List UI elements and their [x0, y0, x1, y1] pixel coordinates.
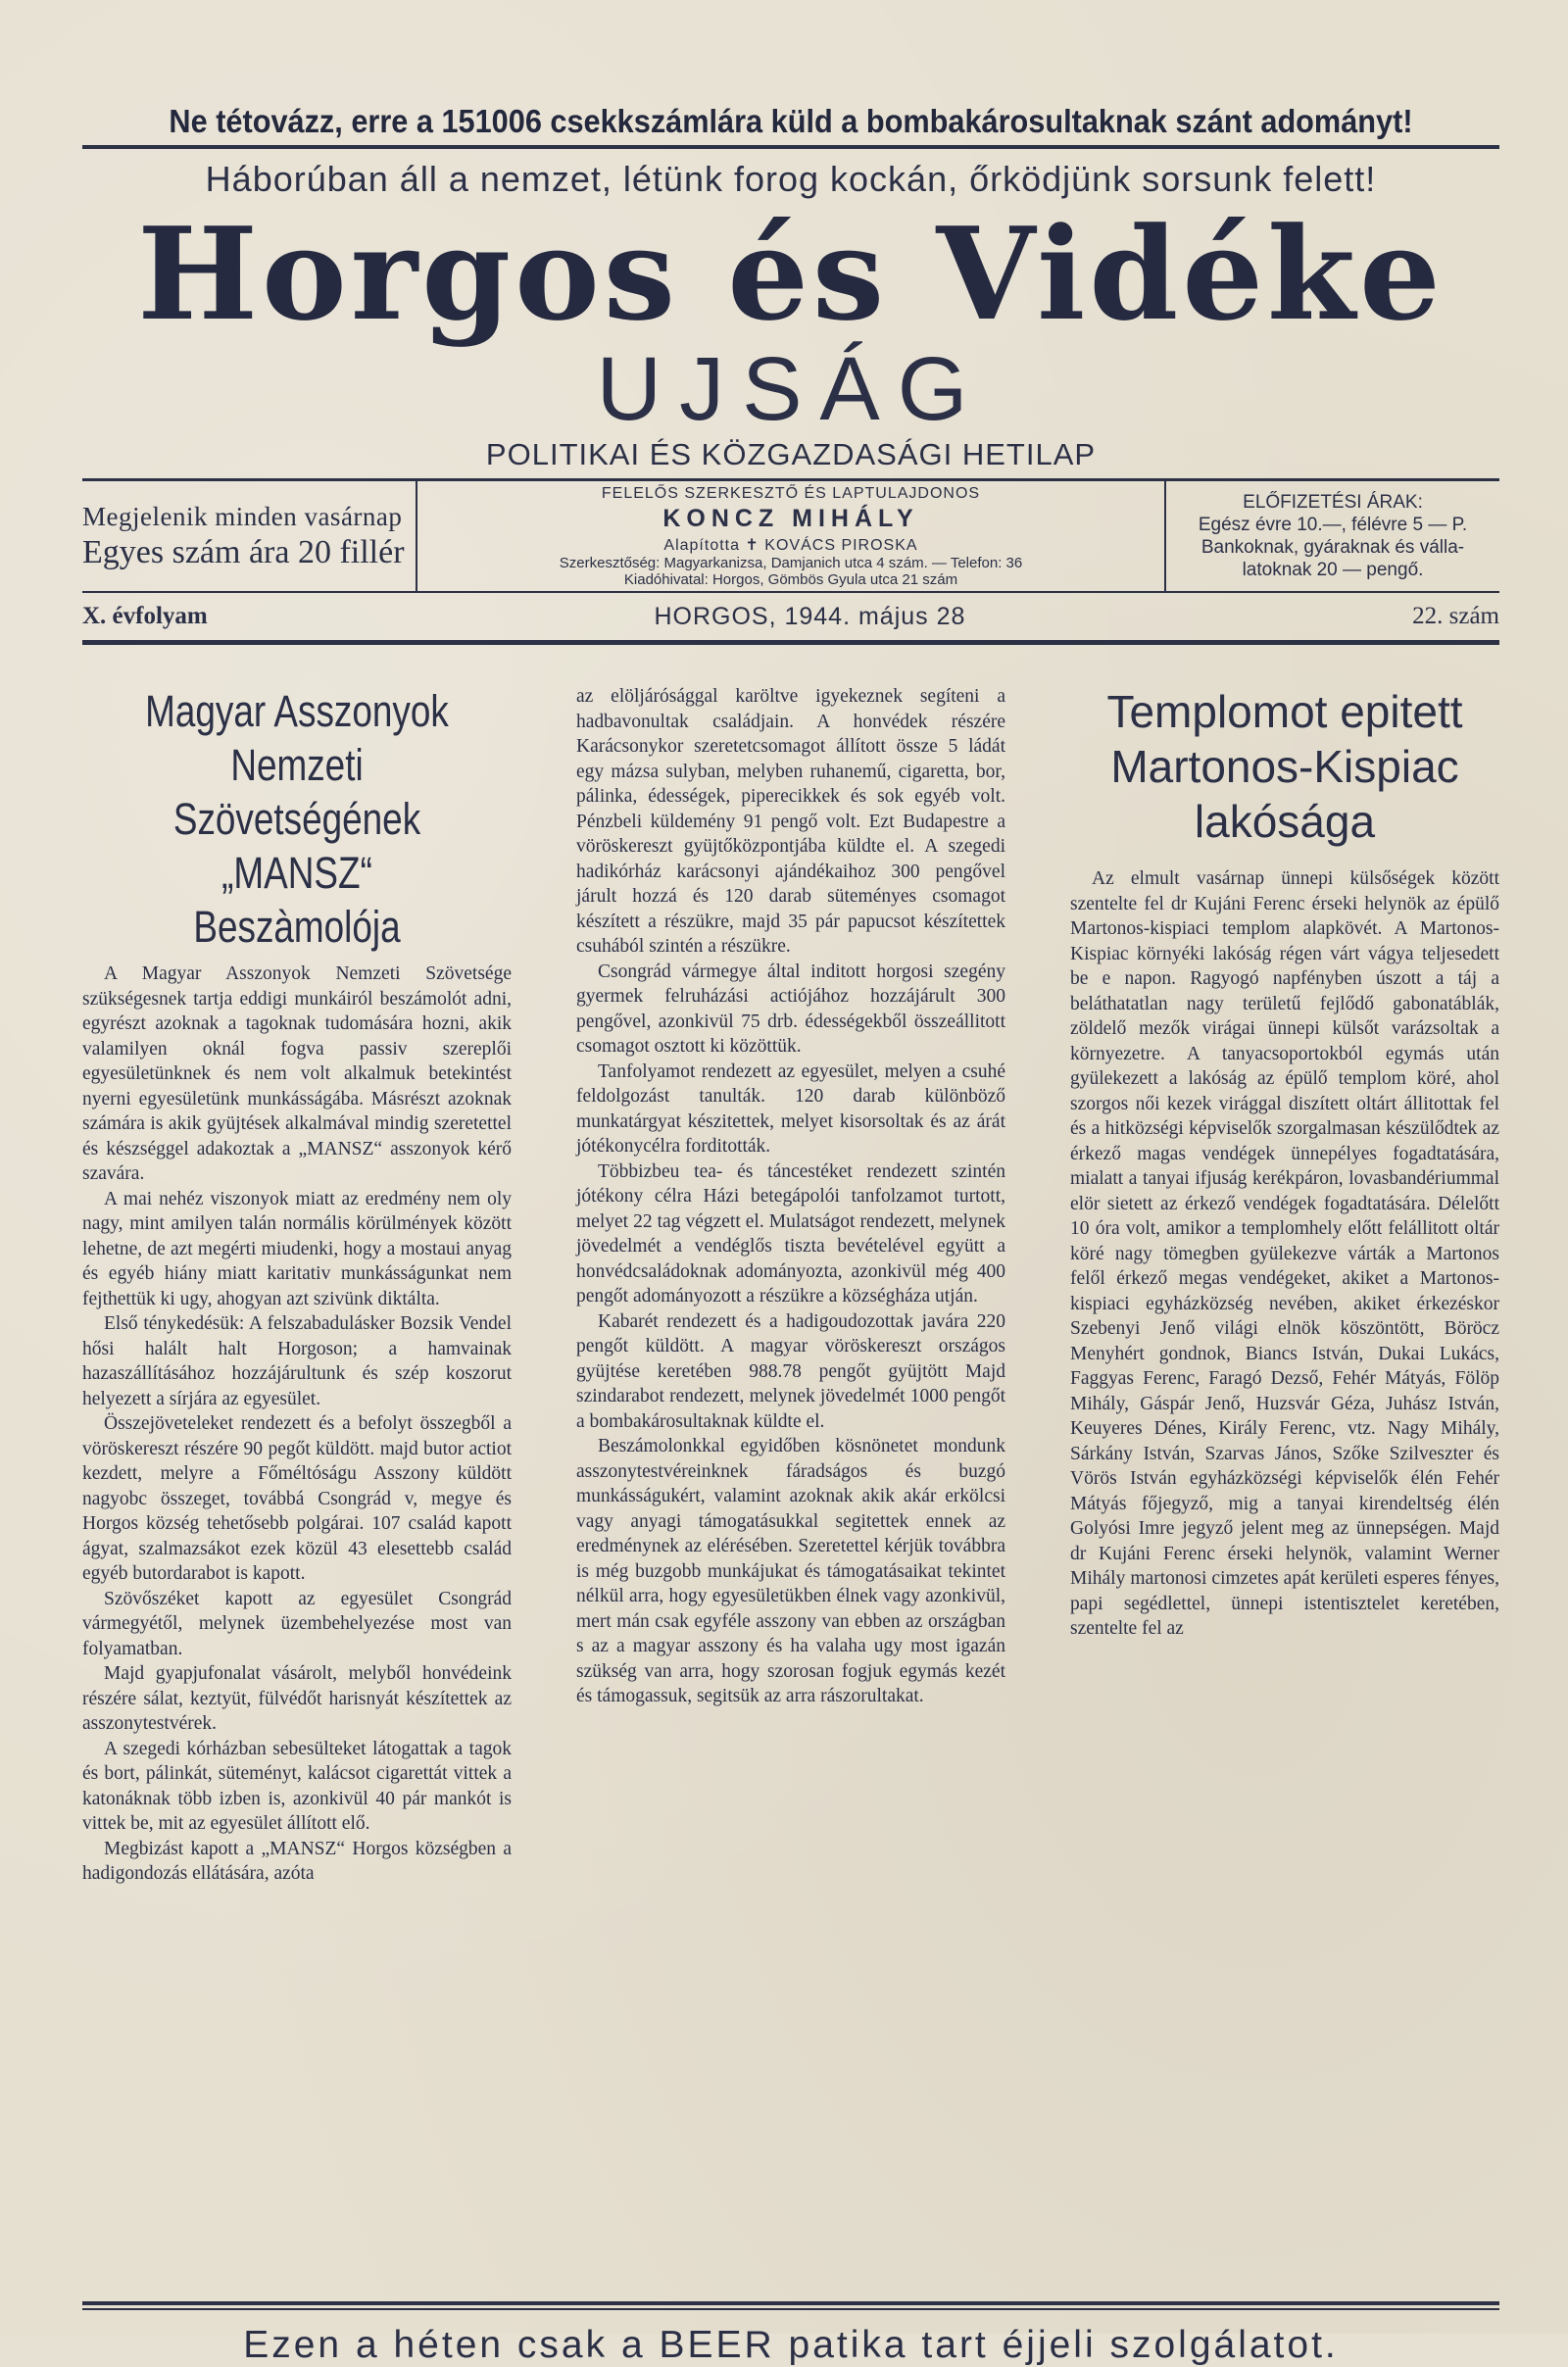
- subscription-line: Bankoknak, gyáraknak és válla-: [1200, 537, 1465, 558]
- footer-rule: [82, 2301, 1499, 2305]
- info-bar: [82, 478, 1499, 593]
- article-paragraph: Megbizást kapott a „MANSZ“ Horgos községben a hadigondozás ellátására, azóta: [82, 1838, 512, 1884]
- founder: Alapította ✝ KOVÁCS PIROSKA: [663, 536, 918, 554]
- article-paragraph: Tanfolyamot rendezett az egyesület, melyen a csuhé feldolgozást tanulták. 120 darab különböző munkatárgyat készitettek, melyet kisorsoltak és az árát jótékonycélra forditották.: [576, 1060, 1005, 1157]
- publication-info: [82, 481, 417, 591]
- issue-number: 22. szám: [1412, 603, 1499, 629]
- article-title: Templomot epitett Martonos-Kispiac lakósága: [1106, 686, 1463, 847]
- article-paragraph: Csongrád vármegye által inditott horgosi szegény gyermek felruházási actiójához hozzájárult 300 pengővel, azonkivül 75 drb. édességekből összeállitott csomagot osztott ki közöttük.: [576, 961, 1005, 1057]
- article-mansz: [82, 684, 512, 2292]
- article-paragraph: A Magyar Asszonyok Nemzeti Szövetsége szükségesnek tartja eddigi munkáiról beszámolót adni, egyrészt azoknak a tagoknak tudomására hozni, akik valamilyen oknál fogva passiv szereplői egyesületünknek és nem volt alkalmuk betekintést nyerni egyesületünk munkásságába. Másrészt azoknak számára is akik gyüjtések alkalmával mindig szeretettel és készséggel adakoztak a „MANSZ“ asszonyok kérő szavára.: [82, 963, 512, 1184]
- article-paragraph: A szegedi kórházban sebesülteket látogattak a tagok és bort, pálinkát, süteményt, kalácsot cigarettát vittek a katonáknak több izben is, azonkivül 40 pár mankót is vittek be, mit az egyesület állított elő.: [82, 1738, 512, 1834]
- article-paragraph: A mai nehéz viszonyok miatt az eredmény nem oly nagy, mint amilyen talán normális körülmények között lehetne, de azt megérti miudenki, hogy a mostaui anyag és egyéb hiány miatt karitativ munkásságunkat nem fejthettük ki ugy, ahogyan azt szivünk diktálta.: [82, 1188, 512, 1309]
- editorial-office: Szerkesztőség: Magyarkanizsa, Damjanich utca 4 szám. — Telefon: 36: [559, 554, 1023, 571]
- publication-frequency: Megjelenik minden vasárnap: [82, 501, 403, 531]
- subscription-line: Egész évre 10.—, félévre 5 — P.: [1198, 515, 1468, 535]
- article-mansz-continued: [576, 684, 1005, 2292]
- publisher-office: Kiadóhivatal: Horgos, Gömbös Gyula utca 21 szám: [623, 570, 958, 588]
- article-title: Magyar Asszonyok Nemzeti Szövetségének „MANSZ“ Beszàmolója: [145, 686, 449, 952]
- editor-role: FELELŐS SZERKESZTŐ ÉS LAPTULAJDONOS: [601, 484, 981, 502]
- article-paragraph: Szövőszéket kapott az egyesület Csongrád vármegyétől, melynek üzembehelyezése most van folyamatban.: [82, 1588, 512, 1659]
- issue-volume: X. évfolyam: [82, 603, 208, 629]
- issue-row: [82, 593, 1499, 645]
- issue-date: HORGOS, 1944. május 28: [654, 602, 966, 630]
- editor-info: [417, 481, 1166, 591]
- masthead-subhead: UJSÁG: [596, 339, 986, 439]
- subscription-heading: ELŐFIZETÉSI ÁRAK:: [1243, 492, 1423, 513]
- subscription-prices: [1166, 481, 1499, 591]
- article-church: [1070, 684, 1499, 2292]
- subscription-line: latoknak 20 — pengő.: [1242, 560, 1424, 580]
- masthead-subtitle: POLITIKAI ÉS KÖZGAZDASÁGI HETILAP: [485, 437, 1097, 471]
- article-paragraph: Majd gyapjufonalat vásárolt, melyből honvédeink részére sálat, keztyüt, fülvédőt harisnyát készítettek az asszonytestvérek.: [82, 1663, 512, 1734]
- masthead-title: Horgos és Vidéke: [137, 199, 1445, 349]
- article-paragraph: az elöljárósággal karöltve igyekeznek segíteni a hadbavonultak családjain. A honvédek részére Karácsonykor szeretetcsomagot állított össze 5 ládát egy mázsa sulyban, melyben ruhanemű, cigaretta, bor, pálinka, édességek, piperecikkek és sok egyéb volt. Pénzbeli küldemény 91 pengő volt. Ezt Budapestre a vöröskereszt gyüjtőközpontjába küldte el. A szegedi hadikórház karácsonyi ajándékaihoz 300 pengővel járult hozzá és 120 darab süteményes csomagot készített a részükre, majd 35 pár papucsot készítettek csuhából szintén a részükre.: [576, 686, 1005, 957]
- article-paragraph: Többizbeu tea- és táncestéket rendezett szintén jótékony célra Házi betegápolói tanfolzamot turtott, melyet 22 tag végzett el. Mulatságot rendezett, melynek jövedelmét a vendéglős tiszta bevételével együtt a honvédcsaládoknak adományozta, azonkivül még 400 pengőt adományozott a részükre a községháza utján.: [576, 1160, 1005, 1307]
- issue-price: Egyes szám ára 20 fillér: [82, 533, 405, 570]
- pharmacy-notice: Ezen a héten csak a BEER patika tart éjjeli szolgálatot.: [243, 2324, 1339, 2366]
- article-columns: [82, 684, 1499, 2292]
- donation-banner: Ne tétovázz, erre a 151006 csekkszámlára küld a bombakárosultaknak szánt adományt!: [169, 103, 1413, 139]
- motto: Háborúban áll a nemzet, létünk forog kockán, őrködjünk sorsunk felett!: [205, 159, 1377, 199]
- editor-name: KONCZ MIHÁLY: [662, 504, 919, 532]
- article-paragraph: Első ténykedésük: A felszabadulásker Bozsik Vendel hősi halált halt Horgoson; a hamvainak hazaszállításához hozzájárultunk és szép koszorut helyezett a sírjára az egyesület.: [82, 1313, 512, 1409]
- article-paragraph: Beszámolonkkal egyidőben kösnönetet mondunk asszonytestvéreinknek fáradságos és buzgó munkásságukért, valamint azoknak akik akár erkölcsi vagy anyagi támogatásukkal segitettek ennek az eredménynek az elérésében. Szeretettel kérjük továbbra is még buzgobb munkájukat és támogatásaikat tekintet nélkül arra, hogy egyesületükben élnek vagy azonkivül, mert mán csak egyféle asszony van ebben az országban s az a magyar asszony és ha valaha ugy most igazán szükség van arra, hogy szorosan fogjuk egymás kezét és támogassuk, segitsük az arra rászorultakat.: [576, 1436, 1005, 1706]
- article-paragraph: Összejöveteleket rendezett és a befolyt összegből a vöröskereszt részére 90 pegőt küldött. majd butor actiot kezdett, melyre a Főméltóságu Asszony küldött nagyobc összeget, továbbá Csongrád v, megye és Horgos község tehetősebb polgárai. 107 család kapott ágyat, szalmazsákot ezek közül 43 elesettebb család egyéb butordarabot is kapott.: [82, 1413, 512, 1584]
- article-paragraph: Az elmult vasárnap ünnepi külsőségek között szentelte fel dr Kujáni Ferenc érseki helynök az épülő Martonos-kispiaci templom alapkövét. A Martonos-Kispiac környéki lakóság régen várt vágya teljesedett be e napon. Ragyogó napfényben úszott a táj a beláthatatlan nagy területű fejlődő gabonatáblák, zöldelő mezők virágai ünnepi külsőt varázsoltak a környezetre. A tanyacsoportokból egymás után gyülekezett a lakóság az épülő templom köré, ahol szorgos női kezek virággal diszített oltárt állitottak fel és a hitközségi képviselők szorgalmasan készülődtek az érkező magas vendégek ünnepélyes fogadtatására, mialatt a tanyai ifjuság kerékpáron, lovasbandériummal elör sietett az érkező vendégek fogadtatására. Délelőtt 10 óra volt, amikor a templomhely előtt felállitott oltár köré nagy tömegben gyülekezve várták a Martonos felől érkező megas vendégeket, akiket a Martonos-kispiaci egyházközség nevében, akiket érkezéskor Szebenyi Jenő világi elnök köszöntött, Böröcz Menyhért gondnok, Biancs István, Dukai Lukács, Faggyas Ferenc, Faragó Dezső, Fehér Mátyás, Fölöp Mihály, Gáspár Jenő, Huzsvár Géza, Juhász István, Keuyeres Dénes, Király Ferenc, vtz. Nagy Mihály, Sárkány István, Szarvas János, Szőke Szilveszter és Vörös István egyházközségi képviselők élén Fehér Mátyás főjegyző, mig a tanyai kirendeltség élén Golyósi Imre jegyző jelent meg az ünnepségen. Majd dr Kujáni Ferenc érseki helynök, valamint Werner Mihály martonosi cimzetes apát kerületi esperes fényes, papi segédlettel, ünnepi istentisztelet keretében, szentelte fel az: [1070, 868, 1499, 1639]
- article-paragraph: Kabarét rendezett és a hadigoudozottak javára 220 pengőt küldött. A magyar vöröskereszt országos gyüjtése keretében 988.78 pengőt gyüjtött Majd szindarabot rendezett, melynek jövedelmét 1000 pengőt a bombakárosultaknak küldte el.: [576, 1310, 1005, 1432]
